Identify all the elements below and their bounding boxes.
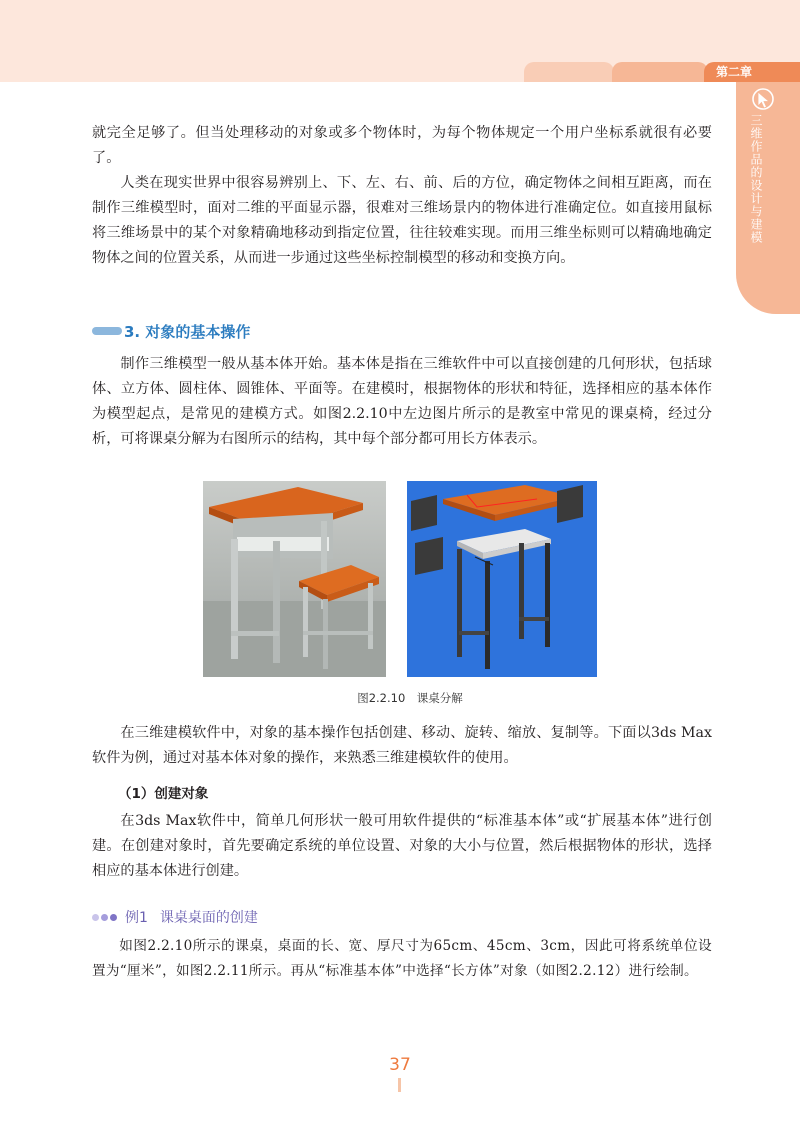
cursor-pointer-icon [750,86,776,112]
example-body: 如图2.2.10所示的课桌，桌面的长、宽、厚尺寸为65cm、45cm、3cm，因此可将系统单位设置为“厘米”，如图2.2.11所示。再从“标准基本体”中选择“长方体”对象（如图2.2.12）进行绘制。 [92,938,712,979]
paragraph-5: 在3ds Max软件中，简单几何形状一般可用软件提供的“标准基本体”或“扩展基本体”进行创建。在创建对象时，首先要确定系统的单位设置、对象的大小与位置，然后根据物体的形状，选择相应的基本体进行创建。 [92,813,712,879]
paragraph-1: 就完全足够了。但当处理移动的对象或多个物体时，为每个物体规定一个用户坐标系就很有必要了。 [92,125,712,166]
figure-caption: 图2.2.10 课桌分解 [357,691,463,705]
page-number: 37 [389,1055,411,1075]
header-tab-decor-1 [524,62,614,82]
side-chapter-title: 三维作品的设计与建模 [749,114,763,244]
desk-model-exploded-render [407,481,597,677]
desk-photo [203,481,386,677]
section-heading [92,320,250,342]
example-label: 例1 [125,910,148,926]
chapter-tab: 第二章 [704,62,800,82]
section-title: 3. 对象的基本操作 [124,322,251,341]
section-bar-icon [92,327,122,335]
subsection-title: （1）创建对象 [118,786,209,802]
paragraph-4: 在三维建模软件中，对象的基本操作包括创建、移动、旋转、缩放、复制等。下面以3ds Max软件为例，通过对基本体对象的操作，来熟悉三维建模软件的使用。 [92,725,712,766]
paragraph-2: 人类在现实世界中很容易辨别上、下、左、右、前、后的方位，确定物体之间相互距离，而在制作三维模型时，面对二维的平面显示器，很难对三维场景内的物体进行准确定位。如直接用鼠标将三维场景中的某个对象精确地移动到指定位置，往往较难实现。而用三维坐标则可以精确地确定物体之间的位置关系，从而进一步通过这些坐标控制模型的移动和变换方向。 [92,175,712,266]
page-number-tick [398,1078,401,1092]
example-heading [92,907,258,927]
paragraph-3: 制作三维模型一般从基本体开始。基本体是指在三维软件中可以直接创建的几何形状，包括球体、立方体、圆柱体、圆锥体、平面等。在建模时，根据物体的形状和特征，选择相应的基本体作为模型起点，是常见的建模方式。如图2.2.10中左边图片所示的是教室中常见的课桌椅，经过分析，可将课桌分解为右图所示的结构，其中每个部分都可用长方体表示。 [92,356,712,447]
example-dots-icon [92,914,119,921]
example-title: 课桌桌面的创建 [159,910,258,926]
header-tab-decor-2 [612,62,708,82]
